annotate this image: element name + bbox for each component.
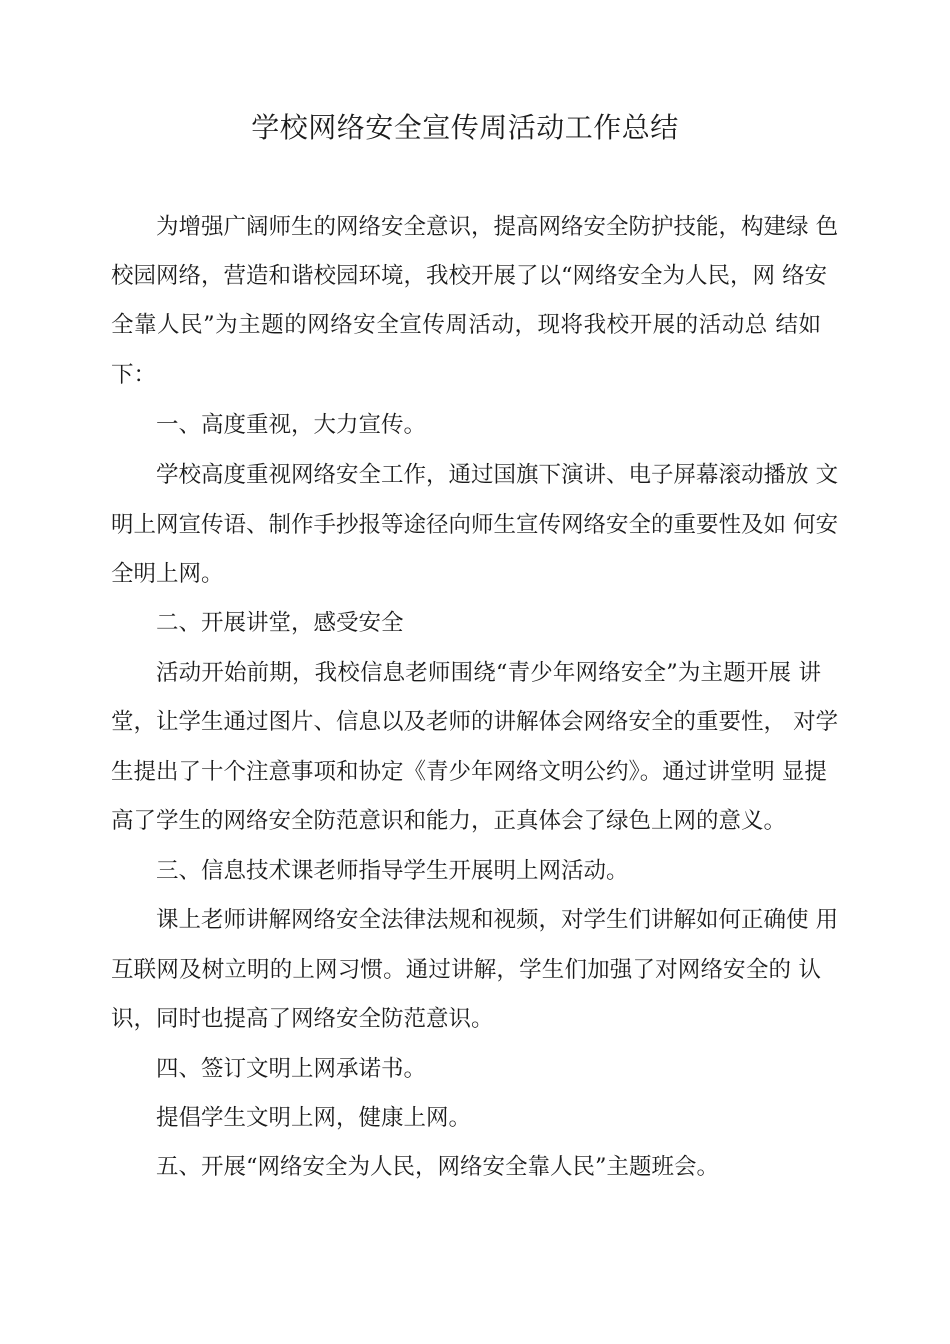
paragraph-line: 下：	[111, 362, 157, 388]
paragraph-line: 提倡学生文明上网，健康上网。	[156, 1105, 472, 1131]
paragraph-line: 全明上网。	[111, 561, 224, 587]
paragraph-line: 全靠人民”为主题的网络安全宣传周活动，现将我校开展的活动总 结如	[111, 312, 821, 338]
paragraph-line: 学校高度重视网络安全工作，通过国旗下演讲、电子屏幕滚动播放 文	[156, 462, 839, 488]
paragraph-line: 生提出了十个注意事项和协定《青少年网络文明公约》。通过讲堂明 显提	[111, 759, 827, 785]
paragraph-line: 校园网络，营造和谐校园环境，我校开展了以“网络安全为人民，网 络安	[111, 263, 828, 289]
paragraph-line: 明上网宣传语、制作手抄报等途径向师生宣传网络安全的重要性及如 何安	[111, 512, 839, 538]
paragraph-line: 活动开始前期，我校信息老师围绕“青少年网络安全”为主题开展 讲	[156, 660, 821, 686]
section-heading: 二、开展讲堂，感受安全	[156, 610, 404, 636]
document-title: 学校网络安全宣传周活动工作总结	[251, 111, 679, 144]
paragraph-line: 高了学生的网络安全防范意识和能力，正真体会了绿色上网的意义。	[111, 808, 787, 834]
paragraph-line: 为增强广阔师生的网络安全意识，提高网络安全防护技能，构建绿 色	[156, 214, 839, 240]
section-heading: 四、签订文明上网承诺书。	[156, 1056, 427, 1082]
section-heading: 五、开展“网络安全为人民，网络安全靠人民”主题班会。	[156, 1154, 720, 1180]
paragraph-line: 堂，让学生通过图片、信息以及老师的讲解体会网络安全的重要性， 对学	[111, 709, 839, 735]
paragraph-line: 课上老师讲解网络安全法律法规和视频，对学生们讲解如何正确使 用	[156, 907, 839, 933]
section-heading: 一、高度重视，大力宣传。	[156, 412, 427, 438]
paragraph-line: 互联网及树立明的上网习惯。通过讲解，学生们加强了对网络安全的 认	[111, 957, 821, 983]
paragraph-line: 识，同时也提高了网络安全防范意识。	[111, 1006, 494, 1032]
section-heading: 三、信息技术课老师指导学生开展明上网活动。	[156, 858, 629, 884]
